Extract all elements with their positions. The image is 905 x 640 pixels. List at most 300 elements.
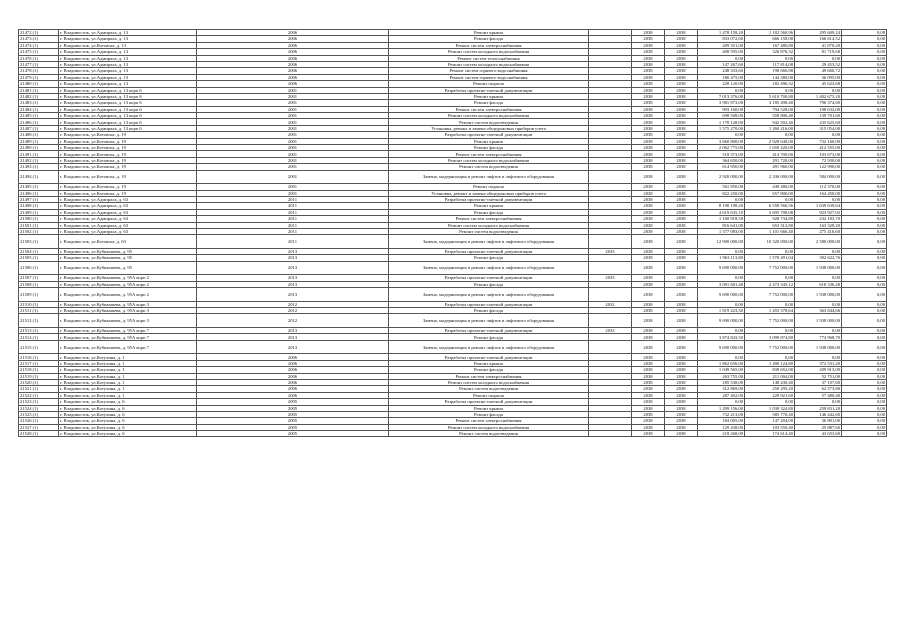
- total-cost-cell: 209 351,00: [698, 42, 745, 48]
- other-cost-cell: 0,00: [842, 36, 887, 42]
- work-type-cell: Ремонт систем холодного водоснабжения: [389, 49, 589, 55]
- work-type-cell: Ремонт систем холодного водоснабжения: [389, 61, 589, 67]
- plan-end-cell: 2038: [665, 228, 698, 234]
- plan-end-cell: 2038: [665, 334, 698, 340]
- row-id-cell: 21483 (1): [19, 100, 59, 106]
- year-cell: 2013: [197, 261, 389, 275]
- owner-cost-cell: 163 328,20: [795, 222, 842, 228]
- plan-end-cell: 2038: [665, 386, 698, 392]
- owner-cost-cell: 41 870,20: [795, 42, 842, 48]
- owner-cost-cell: 45 623,68: [795, 81, 842, 87]
- row-id-cell: 21502 (1): [19, 228, 59, 234]
- work-type-cell: Ремонт систем холодного водоснабжения: [389, 157, 589, 163]
- other-cost-cell: 0,00: [842, 334, 887, 340]
- table-body: [19, 30, 887, 437]
- total-cost-cell: 0,00: [698, 87, 745, 93]
- address-cell: г. Владивосток, ул.Котовска, д. 19: [59, 184, 197, 190]
- plan-end-cell: 2038: [665, 74, 698, 80]
- address-cell: г. Владивосток, ул.Котухина, д. 1: [59, 360, 197, 366]
- total-cost-cell: 3 874 843,50: [698, 334, 745, 340]
- capital-repair-table: [18, 29, 887, 437]
- year-cell: 2011: [197, 235, 389, 249]
- owner-cost-cell: 57 480,40: [795, 392, 842, 398]
- plan-end-cell: 2038: [665, 61, 698, 67]
- row-id-cell: 21492 (1): [19, 157, 59, 163]
- work-type-cell: Разработка проектно-сметной документации: [389, 328, 589, 334]
- plan-start-cell: 2038: [632, 170, 665, 184]
- address-cell: г. Владивосток, ул.Котухина, д. 6: [59, 424, 197, 430]
- address-cell: г. Владивосток, ул.Кубикашева, д. 95: [59, 248, 197, 254]
- fund-cost-cell: 5 610 700,80: [745, 93, 795, 99]
- owner-cost-cell: 198 632,00: [795, 106, 842, 112]
- row-id-cell: 21485 (1): [19, 113, 59, 119]
- extra-year-cell: 2033: [589, 328, 632, 334]
- other-cost-cell: 0,00: [842, 209, 887, 215]
- other-cost-cell: 0,00: [842, 405, 887, 411]
- plan-end-cell: 2038: [665, 248, 698, 254]
- row-id-cell: 21521 (1): [19, 386, 59, 392]
- owner-cost-cell: 1 938 000,00: [795, 288, 842, 302]
- extra-year-cell: [589, 261, 632, 275]
- year-cell: 2011: [197, 222, 389, 228]
- address-cell: г. Владивосток, ул.Адмирала, д. 13: [59, 74, 197, 80]
- row-id-cell: 21501 (1): [19, 222, 59, 228]
- address-cell: г. Владивосток, ул.Адмирала, д. 63: [59, 216, 197, 222]
- address-cell: г. Владивосток, ул.Котухина, д. 6: [59, 405, 197, 411]
- owner-cost-cell: 0,00: [795, 301, 842, 307]
- fund-cost-cell: 1 039 324,80: [745, 405, 795, 411]
- address-cell: г. Владивосток, ул.Кубикашева, д. 95А корп 2: [59, 275, 197, 281]
- fund-cost-cell: 144 380,00: [745, 74, 795, 80]
- total-cost-cell: 0,00: [698, 248, 745, 254]
- plan-end-cell: 2038: [665, 93, 698, 99]
- plan-start-cell: 2038: [632, 49, 665, 55]
- fund-cost-cell: 7 752 000,00: [745, 261, 795, 275]
- owner-cost-cell: 0,00: [795, 354, 842, 360]
- other-cost-cell: 0,00: [842, 386, 887, 392]
- row-id-cell: 21522 (1): [19, 392, 59, 398]
- plan-start-cell: 2038: [632, 209, 665, 215]
- plan-start-cell: 2038: [632, 431, 665, 437]
- work-type-cell: Ремонт подвала: [389, 184, 589, 190]
- year-cell: 2001: [197, 100, 389, 106]
- year-cell: 2001: [197, 190, 389, 196]
- fund-cost-cell: 229 921,60: [745, 392, 795, 398]
- work-type-cell: Ремонт систем электроснабжения: [389, 106, 589, 112]
- other-cost-cell: 0,00: [842, 61, 887, 67]
- total-cost-cell: 3 091 681,40: [698, 281, 745, 287]
- work-type-cell: Ремонт фасада: [389, 100, 589, 106]
- owner-cost-cell: 29 453,52: [795, 61, 842, 67]
- table-row: [19, 235, 887, 249]
- fund-cost-cell: 0,00: [745, 354, 795, 360]
- owner-cost-cell: 923 927,02: [795, 209, 842, 215]
- plan-end-cell: 2038: [665, 392, 698, 398]
- total-cost-cell: 518 373,00: [698, 151, 745, 157]
- year-cell: 2005: [197, 411, 389, 417]
- work-type-cell: Замена, модернизация и ремонт лифтов и лифтового оборудования: [389, 340, 589, 354]
- table-row: [19, 288, 887, 302]
- fund-cost-cell: 0,00: [745, 399, 795, 405]
- other-cost-cell: 0,00: [842, 125, 887, 131]
- work-type-cell: Ремонт систем холодного водоснабжения: [389, 113, 589, 119]
- total-cost-cell: 1 160 918,50: [698, 216, 745, 222]
- total-cost-cell: 561 850,00: [698, 184, 745, 190]
- address-cell: г. Владивосток, ул.Котовска, д. 19: [59, 190, 197, 196]
- owner-cost-cell: 363 844,66: [795, 308, 842, 314]
- year-cell: 2005: [197, 418, 389, 424]
- work-type-cell: Ремонт систем водоотведения: [389, 431, 589, 437]
- extra-year-cell: [589, 314, 632, 328]
- fund-cost-cell: 0,00: [745, 87, 795, 93]
- year-cell: 2013: [197, 275, 389, 281]
- total-cost-cell: 147 267,60: [698, 61, 745, 67]
- work-type-cell: Замена, модернизация и ремонт лифтов и лифтового оборудования: [389, 314, 589, 328]
- address-cell: г. Владивосток, ул.Котовска, д. 19: [59, 157, 197, 163]
- total-cost-cell: 0,00: [698, 55, 745, 61]
- row-id-cell: 21504 (1): [19, 248, 59, 254]
- work-type-cell: Ремонт крыши: [389, 138, 589, 144]
- work-type-cell: Ремонт фасада: [389, 209, 589, 215]
- plan-start-cell: 2038: [632, 411, 665, 417]
- owner-cost-cell: 25 887,60: [795, 424, 842, 430]
- extra-year-cell: 2033: [589, 248, 632, 254]
- owner-cost-cell: 1 639 639,64: [795, 203, 842, 209]
- fund-cost-cell: 1 490 124,80: [745, 360, 795, 366]
- total-cost-cell: 9 690 000,00: [698, 314, 745, 328]
- other-cost-cell: 0,00: [842, 74, 887, 80]
- fund-cost-cell: 182 496,32: [745, 81, 795, 87]
- work-type-cell: Ремонт крыши: [389, 93, 589, 99]
- work-type-cell: Ремонт фасада: [389, 367, 589, 373]
- fund-cost-cell: 1 182 560,96: [745, 30, 795, 36]
- work-type-cell: Разработка проектно-сметной документации: [389, 354, 589, 360]
- address-cell: г. Владивосток, ул.Котухина, д. 1: [59, 354, 197, 360]
- plan-start-cell: 2038: [632, 164, 665, 170]
- other-cost-cell: 0,00: [842, 100, 887, 106]
- address-cell: г. Владивосток, ул.Котовска, д. 13: [59, 42, 197, 48]
- extra-year-cell: [589, 431, 632, 437]
- year-cell: 2001: [197, 157, 389, 163]
- plan-start-cell: 2038: [632, 281, 665, 287]
- plan-end-cell: 2038: [665, 328, 698, 334]
- total-cost-cell: 1 049 565,00: [698, 367, 745, 373]
- extra-year-cell: [589, 340, 632, 354]
- address-cell: г. Владивосток, ул.Котухина, д. 6: [59, 411, 197, 417]
- owner-cost-cell: 72 930,00: [795, 157, 842, 163]
- year-cell: 2001: [197, 87, 389, 93]
- other-cost-cell: 0,00: [842, 203, 887, 209]
- table-row: [19, 431, 887, 437]
- plan-end-cell: 2038: [665, 222, 698, 228]
- year-cell: 2006: [197, 392, 389, 398]
- plan-start-cell: 2038: [632, 235, 665, 249]
- row-id-cell: 21507 (1): [19, 275, 59, 281]
- other-cost-cell: 0,00: [842, 399, 887, 405]
- total-cost-cell: 816 641,00: [698, 222, 745, 228]
- address-cell: г. Владивосток, ул.Адмирала, д. 13 корп 6: [59, 106, 197, 112]
- year-cell: 2001: [197, 106, 389, 112]
- row-id-cell: 21516 (1): [19, 354, 59, 360]
- plan-start-cell: 2038: [632, 145, 665, 151]
- row-id-cell: 21510 (1): [19, 301, 59, 307]
- address-cell: г. Владивосток, ул.Адмирала, д. 13 корп 6: [59, 119, 197, 125]
- plan-start-cell: 2038: [632, 354, 665, 360]
- row-id-cell: 21503 (1): [19, 235, 59, 249]
- plan-end-cell: 2038: [665, 55, 698, 61]
- other-cost-cell: 0,00: [842, 431, 887, 437]
- year-cell: 2011: [197, 209, 389, 215]
- other-cost-cell: 0,00: [842, 314, 887, 328]
- extra-year-cell: [589, 288, 632, 302]
- work-type-cell: Разработка проектно-сметной документации: [389, 132, 589, 138]
- fund-cost-cell: 3 185 498,40: [745, 100, 795, 106]
- row-id-cell: 21474 (1): [19, 42, 59, 48]
- work-type-cell: Разработка проектно-сметной документации: [389, 248, 589, 254]
- table-row: [19, 340, 887, 354]
- fund-cost-cell: 0,00: [745, 328, 795, 334]
- other-cost-cell: 0,00: [842, 119, 887, 125]
- total-cost-cell: 263 755,00: [698, 373, 745, 379]
- fund-cost-cell: 0,00: [745, 55, 795, 61]
- address-cell: г. Владивосток, ул.Котухина, д. 6: [59, 399, 197, 405]
- work-type-cell: Ремонт систем холодного водоснабжения: [389, 222, 589, 228]
- plan-end-cell: 2038: [665, 411, 698, 417]
- plan-start-cell: 2038: [632, 328, 665, 334]
- address-cell: г. Владивосток, ул.Адмирала, д. 13 корп 6: [59, 87, 197, 93]
- fund-cost-cell: 1 260 216,00: [745, 125, 795, 131]
- row-id-cell: 21514 (1): [19, 334, 59, 340]
- plan-end-cell: 2038: [665, 119, 698, 125]
- year-cell: 2013: [197, 281, 389, 287]
- work-type-cell: Ремонт систем водоотведения: [389, 228, 589, 234]
- row-id-cell: 21525 (1): [19, 411, 59, 417]
- plan-start-cell: 2038: [632, 222, 665, 228]
- address-cell: г. Владивосток, ул.Адмирала, д. 13 корп 6: [59, 113, 197, 119]
- row-id-cell: 21488 (1): [19, 132, 59, 138]
- total-cost-cell: 2 920 000,00: [698, 170, 745, 184]
- owner-cost-cell: 52 751,00: [795, 373, 842, 379]
- year-cell: 2006: [197, 386, 389, 392]
- other-cost-cell: 0,00: [842, 49, 887, 55]
- plan-end-cell: 2038: [665, 354, 698, 360]
- plan-start-cell: 2038: [632, 392, 665, 398]
- fund-cost-cell: 6 558 560,56: [745, 203, 795, 209]
- plan-end-cell: 2038: [665, 170, 698, 184]
- plan-end-cell: 2038: [665, 431, 698, 437]
- fund-cost-cell: 653 312,80: [745, 222, 795, 228]
- table-row: [19, 170, 887, 184]
- plan-start-cell: 2038: [632, 61, 665, 67]
- work-type-cell: Ремонт фасада: [389, 145, 589, 151]
- plan-start-cell: 2038: [632, 138, 665, 144]
- fund-cost-cell: 198 666,88: [745, 68, 795, 74]
- year-cell: 2001: [197, 132, 389, 138]
- address-cell: г. Владивосток, ул.Кубикашева, д. 95А корп 2: [59, 281, 197, 287]
- other-cost-cell: 0,00: [842, 30, 887, 36]
- plan-end-cell: 2038: [665, 216, 698, 222]
- plan-start-cell: 2038: [632, 367, 665, 373]
- total-cost-cell: 228 120,00: [698, 81, 745, 87]
- row-id-cell: 21499 (1): [19, 209, 59, 215]
- year-cell: 2001: [197, 145, 389, 151]
- plan-end-cell: 2038: [665, 42, 698, 48]
- owner-cost-cell: 122 990,00: [795, 164, 842, 170]
- year-cell: 2001: [197, 113, 389, 119]
- owner-cost-cell: 62 573,80: [795, 386, 842, 392]
- plan-end-cell: 2038: [665, 36, 698, 42]
- fund-cost-cell: 657 800,00: [745, 190, 795, 196]
- plan-end-cell: 2038: [665, 113, 698, 119]
- fund-cost-cell: 839 652,00: [745, 367, 795, 373]
- row-id-cell: 21497 (1): [19, 196, 59, 202]
- fund-cost-cell: 666 158,08: [745, 36, 795, 42]
- other-cost-cell: 0,00: [842, 68, 887, 74]
- fund-cost-cell: 147 204,00: [745, 418, 795, 424]
- total-cost-cell: 1 963 113,80: [698, 255, 745, 261]
- address-cell: г. Владивосток, ул.Котухина, д. 1: [59, 373, 197, 379]
- plan-start-cell: 2038: [632, 275, 665, 281]
- fund-cost-cell: 174 614,40: [745, 431, 795, 437]
- work-type-cell: Ремонт систем электроснабжения: [389, 151, 589, 157]
- plan-end-cell: 2038: [665, 399, 698, 405]
- other-cost-cell: 0,00: [842, 113, 887, 119]
- work-type-cell: Ремонт систем водоотведения: [389, 386, 589, 392]
- address-cell: г. Владивосток, ул.Адмирала, д. 13 корп 6: [59, 93, 197, 99]
- fund-cost-cell: 117 814,08: [745, 61, 795, 67]
- other-cost-cell: 0,00: [842, 288, 887, 302]
- plan-end-cell: 2038: [665, 424, 698, 430]
- row-id-cell: 21511 (1): [19, 308, 59, 314]
- owner-cost-cell: 2 580 000,00: [795, 235, 842, 249]
- year-cell: 2001: [197, 125, 389, 131]
- address-cell: г. Владивосток, ул.Кубикашева, д. 95А корп 3: [59, 314, 197, 328]
- plan-start-cell: 2038: [632, 340, 665, 354]
- row-id-cell: 21478 (1): [19, 68, 59, 74]
- plan-end-cell: 2038: [665, 203, 698, 209]
- total-cost-cell: 9 690 000,00: [698, 288, 745, 302]
- other-cost-cell: 0,00: [842, 93, 887, 99]
- owner-cost-cell: 36 801,00: [795, 418, 842, 424]
- plan-end-cell: 2038: [665, 49, 698, 55]
- fund-cost-cell: 0,00: [745, 248, 795, 254]
- address-cell: г. Владивосток, ул.Адмирала, д. 13: [59, 68, 197, 74]
- plan-start-cell: 2038: [632, 81, 665, 87]
- address-cell: г. Владивосток, ул.Кубикашева, д. 95А корп 7: [59, 340, 197, 354]
- address-cell: г. Владивосток, ул.Котухина, д. 1: [59, 367, 197, 373]
- row-id-cell: 21489 (1): [19, 138, 59, 144]
- owner-cost-cell: 235 625,60: [795, 119, 842, 125]
- plan-start-cell: 2038: [632, 203, 665, 209]
- fund-cost-cell: 7 752 000,00: [745, 340, 795, 354]
- work-type-cell: Ремонт фасада: [389, 36, 589, 42]
- year-cell: 2006: [197, 49, 389, 55]
- total-cost-cell: 2 062 775,00: [698, 145, 745, 151]
- year-cell: 2005: [197, 399, 389, 405]
- row-id-cell: 21512 (1): [19, 314, 59, 328]
- plan-start-cell: 2038: [632, 106, 665, 112]
- other-cost-cell: 0,00: [842, 373, 887, 379]
- plan-end-cell: 2038: [665, 379, 698, 385]
- year-cell: 2011: [197, 228, 389, 234]
- address-cell: г. Владивосток, ул.Адмирала, д. 63: [59, 203, 197, 209]
- work-type-cell: Ремонт крыши: [389, 405, 589, 411]
- address-cell: г. Владивосток, ул.Кубикашева, д. 95: [59, 261, 197, 275]
- fund-cost-cell: 558 806,40: [745, 113, 795, 119]
- total-cost-cell: 9 690 000,00: [698, 261, 745, 275]
- total-cost-cell: 364 650,00: [698, 157, 745, 163]
- plan-start-cell: 2038: [632, 157, 665, 163]
- plan-start-cell: 2038: [632, 74, 665, 80]
- work-type-cell: Разработка проектно-сметной документации: [389, 399, 589, 405]
- year-cell: 2005: [197, 424, 389, 430]
- plan-end-cell: 2038: [665, 138, 698, 144]
- owner-cost-cell: 49 666,72: [795, 68, 842, 74]
- address-cell: г. Владивосток, ул.Адмирала, д. 63: [59, 209, 197, 215]
- address-cell: г. Владивосток, ул.Адмирала, д. 63: [59, 196, 197, 202]
- year-cell: 2012: [197, 308, 389, 314]
- year-cell: 2006: [197, 68, 389, 74]
- year-cell: 2006: [197, 360, 389, 366]
- work-type-cell: Ремонт крыши: [389, 30, 589, 36]
- plan-start-cell: 2038: [632, 308, 665, 314]
- other-cost-cell: 0,00: [842, 157, 887, 163]
- work-type-cell: Разработка проектно-сметной документации: [389, 87, 589, 93]
- owner-cost-cell: 0,00: [795, 399, 842, 405]
- row-id-cell: 21515 (1): [19, 340, 59, 354]
- total-cost-cell: 9 690 000,00: [698, 340, 745, 354]
- other-cost-cell: 0,00: [842, 261, 887, 275]
- fund-cost-cell: 167 480,80: [745, 42, 795, 48]
- address-cell: г. Владивосток, ул.Адмирала, д. 13: [59, 61, 197, 67]
- address-cell: г. Владивосток, ул.Кубикашева, д. 95А корп 3: [59, 308, 197, 314]
- other-cost-cell: 0,00: [842, 145, 887, 151]
- address-cell: г. Владивосток, ул.Адмирала, д. 13: [59, 30, 197, 36]
- address-cell: г. Владивосток, ул.Адмирала, д. 63: [59, 222, 197, 228]
- work-type-cell: Ремонт фасада: [389, 411, 589, 417]
- total-cost-cell: 1 862 656,00: [698, 360, 745, 366]
- fund-cost-cell: 2 473 345,12: [745, 281, 795, 287]
- other-cost-cell: 0,00: [842, 190, 887, 196]
- total-cost-cell: 0,00: [698, 196, 745, 202]
- work-type-cell: Ремонт систем водоотведения: [389, 119, 589, 125]
- owner-cost-cell: 584 000,00: [795, 170, 842, 184]
- row-id-cell: 21520 (1): [19, 379, 59, 385]
- address-cell: г. Владивосток, ул.Котовска, д. 19: [59, 145, 197, 151]
- work-type-cell: Ремонт подвала: [389, 392, 589, 398]
- address-cell: г. Владивосток, ул.Адмирала, д. 63: [59, 228, 197, 234]
- total-cost-cell: 1 377 083,00: [698, 228, 745, 234]
- other-cost-cell: 0,00: [842, 248, 887, 254]
- plan-start-cell: 2038: [632, 55, 665, 61]
- plan-start-cell: 2038: [632, 68, 665, 74]
- total-cost-cell: 8 198 198,20: [698, 203, 745, 209]
- address-cell: г. Владивосток, ул.Котовска, д. 19: [59, 138, 197, 144]
- other-cost-cell: 0,00: [842, 367, 887, 373]
- fund-cost-cell: 414 700,00: [745, 151, 795, 157]
- owner-cost-cell: 209 913,00: [795, 367, 842, 373]
- owner-cost-cell: 37 107,60: [795, 379, 842, 385]
- fund-cost-cell: 2 336 000,00: [745, 170, 795, 184]
- year-cell: 2006: [197, 55, 389, 61]
- row-id-cell: 21487 (1): [19, 125, 59, 131]
- extra-year-cell: 2033: [589, 275, 632, 281]
- year-cell: 2006: [197, 30, 389, 36]
- total-cost-cell: 12 900 000,00: [698, 235, 745, 249]
- fund-cost-cell: 103 550,40: [745, 424, 795, 430]
- fund-cost-cell: 326 876,32: [745, 49, 795, 55]
- fund-cost-cell: 10 320 000,00: [745, 235, 795, 249]
